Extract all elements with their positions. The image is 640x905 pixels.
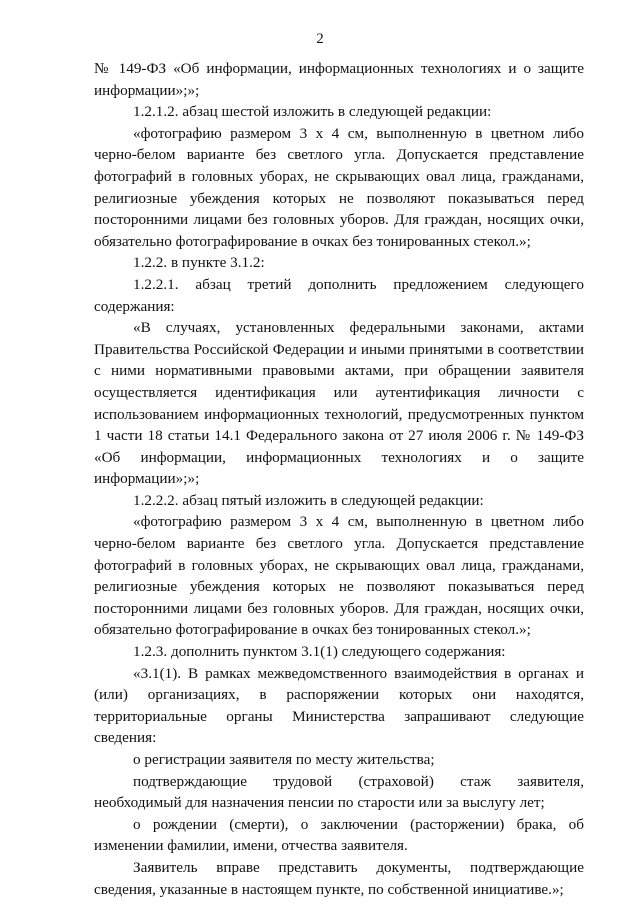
paragraph: «фотографию размером 3 x 4 см, выполненную в цветном либо черно-белом варианте без светлого угла. Допускается представление фотографий в головных уборах, не скрывающих овал лица, гражданами, религиозные убеждения которых не позволяют показываться перед посторонними лицами без головных уборов. Для граждан, носящих очки, обязательно фотографирование в очках без тонированных стекол.»;: [94, 513, 584, 639]
paragraph: № 149-ФЗ «Об информации, информационных технологиях и о защите информации»;»;: [94, 60, 584, 99]
paragraph: подтверждающие трудовой (страховой) стаж заявителя, необходимый для назначения пенсии по старости или за выслугу лет;: [94, 772, 584, 812]
document-body: [94, 58, 584, 900]
paragraph: 1.2.3. дополнить пунктом 3.1(1) следующего содержания:: [133, 643, 506, 661]
paragraph: 1.2.2.2. абзац пятый изложить в следующей редакции:: [133, 491, 484, 509]
paragraph: «В случаях, установленных федеральными законами, актами Правительства Российской Федерации и иными принятыми в соответствии с ними нормативными правовыми актами, при обращении заявителя осуществляется идентификация или аутентификация личности с использованием информационных технологий, предусмотренных пунктом 1 части 18 статьи 14.1 Федерального закона от 27 июля 2006 г. № 149-ФЗ «Об информации, информационных технологиях и о защите информации»;»;: [94, 319, 584, 488]
paragraph: Заявитель вправе представить документы, подтверждающие сведения, указанные в настоящем пункте, по собственной инициативе.»;: [94, 858, 584, 898]
paragraph: «3.1(1). В рамках межведомственного взаимодействия в органах и (или) организациях, в распоряжении которых они находятся, территориальные органы Министерства запрашивают следующие сведения:: [94, 664, 584, 747]
paragraph: «фотографию размером 3 x 4 см, выполненную в цветном либо черно-белом варианте без светлого угла. Допускается представление фотографий в головных уборах, не скрывающих овал лица, гражданами, религиозные убеждения которых не позволяют показываться перед посторонними лицами без головных уборов. Для граждан, носящих очки, обязательно фотографирование в очках без тонированных стекол.»;: [94, 124, 584, 250]
paragraph: 1.2.2. в пункте 3.1.2:: [133, 254, 265, 272]
paragraph: 1.2.1.2. абзац шестой изложить в следующей редакции:: [133, 103, 492, 121]
paragraph: 1.2.2.1. абзац третий дополнить предложением следующего содержания:: [94, 275, 584, 315]
paragraph: о рождении (смерти), о заключении (расторжении) брака, об изменении фамилии, имени, отчества заявителя.: [94, 815, 584, 855]
page-number: 2: [316, 31, 324, 47]
paragraph: о регистрации заявителя по месту жительства;: [133, 751, 435, 768]
